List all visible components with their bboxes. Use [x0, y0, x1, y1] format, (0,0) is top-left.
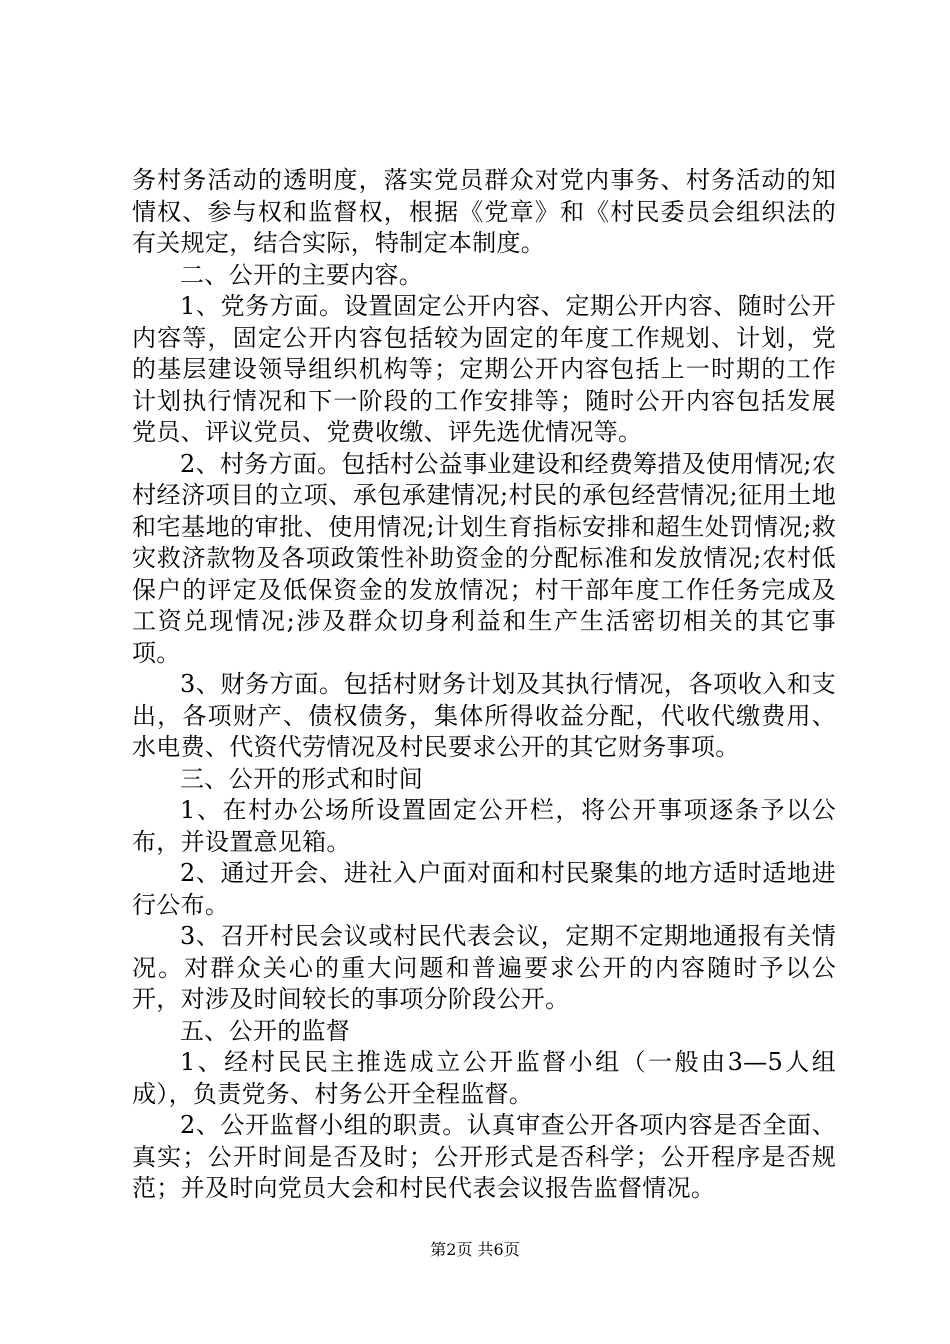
paragraph-villager-assembly: 3、召开村民会议或村民代表会议，定期不定期地通报有关情况。对群众关心的重大问题和普遍要求公开的内容随时予以公开，对涉及时间较长的事项分阶段公开。	[132, 922, 836, 1013]
heading-main-content: 二、公开的主要内容。	[180, 260, 423, 289]
heading-supervision: 五、公开的监督	[180, 1016, 351, 1045]
paragraph-village-affairs: 2、村务方面。包括村公益事业建设和经费筹措及使用情况;农村经济项目的立项、承包承建情况;村民的承包经营情况;征用土地和宅基地的审批、使用情况;计划生育指标安排和超生处罚情况;救灾救济款物及各项政策性补助资金的分配标准和发放情况;农村低保户的评定及低保资金的发放情况；村干部年度工作任务完成及工资兑现情况;涉及群众切身利益和生产生活密切相关的其它事项。	[132, 449, 836, 667]
paragraph-party-affairs: 1、党务方面。设置固定公开内容、定期公开内容、随时公开内容等，固定公开内容包括较为固定的年度工作规划、计划，党的基层建设领导组织机构等；定期公开内容包括上一时期的工作计划执行情况和下一阶段的工作安排等；随时公开内容包括发展党员、评议党员、党费收缴、评先选优情况等。	[132, 292, 836, 446]
paragraph-meetings-publish: 2、通过开会、进社入户面对面和村民聚集的地方适时适地进行公布。	[132, 859, 836, 919]
paragraph-intro-continuation: 务村务活动的透明度，落实党员群众对党内事务、村务活动的知情权、参与权和监督权，根据《党章》和《村民委员会组织法的有关规定，结合实际，特制定本制度。	[132, 166, 836, 257]
heading-form-and-time: 三、公开的形式和时间	[180, 764, 423, 793]
document-body	[132, 165, 836, 1205]
page-number-footer: 第2页 共6页	[430, 1240, 520, 1259]
paragraph-supervision-duties: 2、公开监督小组的职责。认真审查公开各项内容是否全面、真实；公开时间是否及时；公开形式是否科学；公开程序是否规范；并及时向党员大会和村民代表会议报告监督情况。	[132, 1111, 836, 1202]
paragraph-financial-affairs: 3、财务方面。包括村财务计划及其执行情况，各项收入和支出，各项财产、债权债务，集体所得收益分配，代收代缴费用、水电费、代资代劳情况及村民要求公开的其它财务事项。	[132, 670, 836, 761]
paragraph-supervision-group: 1、经村民民主推选成立公开监督小组（一般由3—5人组成），负责党务、村务公开全程监督。	[132, 1048, 836, 1108]
paragraph-bulletin-board: 1、在村办公场所设置固定公开栏，将公开事项逐条予以公布，并设置意见箱。	[132, 796, 836, 856]
